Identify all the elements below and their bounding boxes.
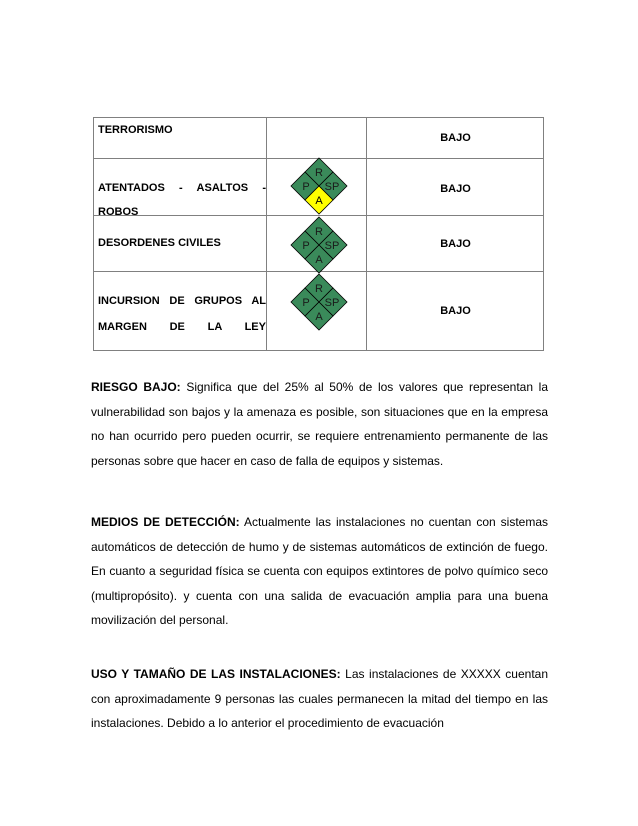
paragraph-medios-deteccion bbox=[91, 510, 548, 633]
threat-label: ATENTADOS - ASALTOS - ROBOS bbox=[98, 182, 266, 218]
threat-label: DESORDENES CIVILES bbox=[98, 237, 221, 249]
paragraph-text: Actualmente las instalaciones no cuentan con sistemas automáticos de detección de humo y de sistemas automáticos de extinción de fuego. En cuanto a seguridad física se cuenta con equipos extintores de polvo químico seco (multipropósito). y cuenta con una salida de evacuación amplia para una buena movilización del personal. bbox=[91, 515, 548, 627]
diamond-label-bottom: A bbox=[315, 195, 323, 207]
risk-level: BAJO bbox=[440, 305, 471, 317]
risk-diamond bbox=[289, 156, 349, 216]
diamond-label-right: SP bbox=[324, 240, 340, 252]
paragraph-text: Significa que del 25% al 50% de los valores que representan la vulnerabilidad son bajos y la amenaza es posible, son situaciones que en la empresa no han ocurrido pero pueden ocurrir, se requiere entrenamiento permanente de las personas sobre que hacer en caso de falla de equipos y sistemas. bbox=[91, 380, 548, 468]
diamond-label-top: R bbox=[315, 226, 323, 238]
risk-level: BAJO bbox=[440, 132, 471, 144]
risk-level: BAJO bbox=[440, 238, 471, 250]
paragraph-text: Las instalaciones de XXXXX cuentan con aproximadamente 9 personas las cuales permanecen la mitad del tiempo en las instalaciones. Debido a lo anterior el procedimiento de evacuación bbox=[91, 667, 549, 730]
diamond-label-right: SP bbox=[324, 181, 340, 193]
diamond-label-bottom: A bbox=[315, 311, 323, 323]
diamond-label-top: R bbox=[315, 283, 323, 295]
risk-diamond bbox=[289, 215, 349, 275]
diamond-label-left: P bbox=[302, 181, 310, 193]
diamond-label-left: P bbox=[302, 297, 310, 309]
diamond-label-top: R bbox=[315, 167, 323, 179]
threat-label: INCURSION DE GRUPOS AL MARGEN DE LA LEY bbox=[98, 295, 266, 333]
paragraph-heading: RIESGO BAJO: bbox=[91, 380, 181, 394]
paragraph-riesgo-bajo bbox=[91, 375, 548, 473]
diamond-label-bottom: A bbox=[315, 254, 323, 266]
threat-label: TERRORISMO bbox=[98, 124, 173, 136]
diamond-label-right: SP bbox=[324, 297, 340, 309]
paragraph-heading: USO Y TAMAÑO DE LAS INSTALACIONES: bbox=[91, 667, 341, 681]
risk-diamond bbox=[289, 272, 349, 332]
table-row bbox=[94, 118, 543, 158]
paragraph-uso-tamano bbox=[91, 662, 548, 736]
risk-level: BAJO bbox=[440, 183, 471, 195]
diamond-label-left: P bbox=[302, 240, 310, 252]
paragraph-heading: MEDIOS DE DETECCIÓN: bbox=[91, 515, 240, 529]
